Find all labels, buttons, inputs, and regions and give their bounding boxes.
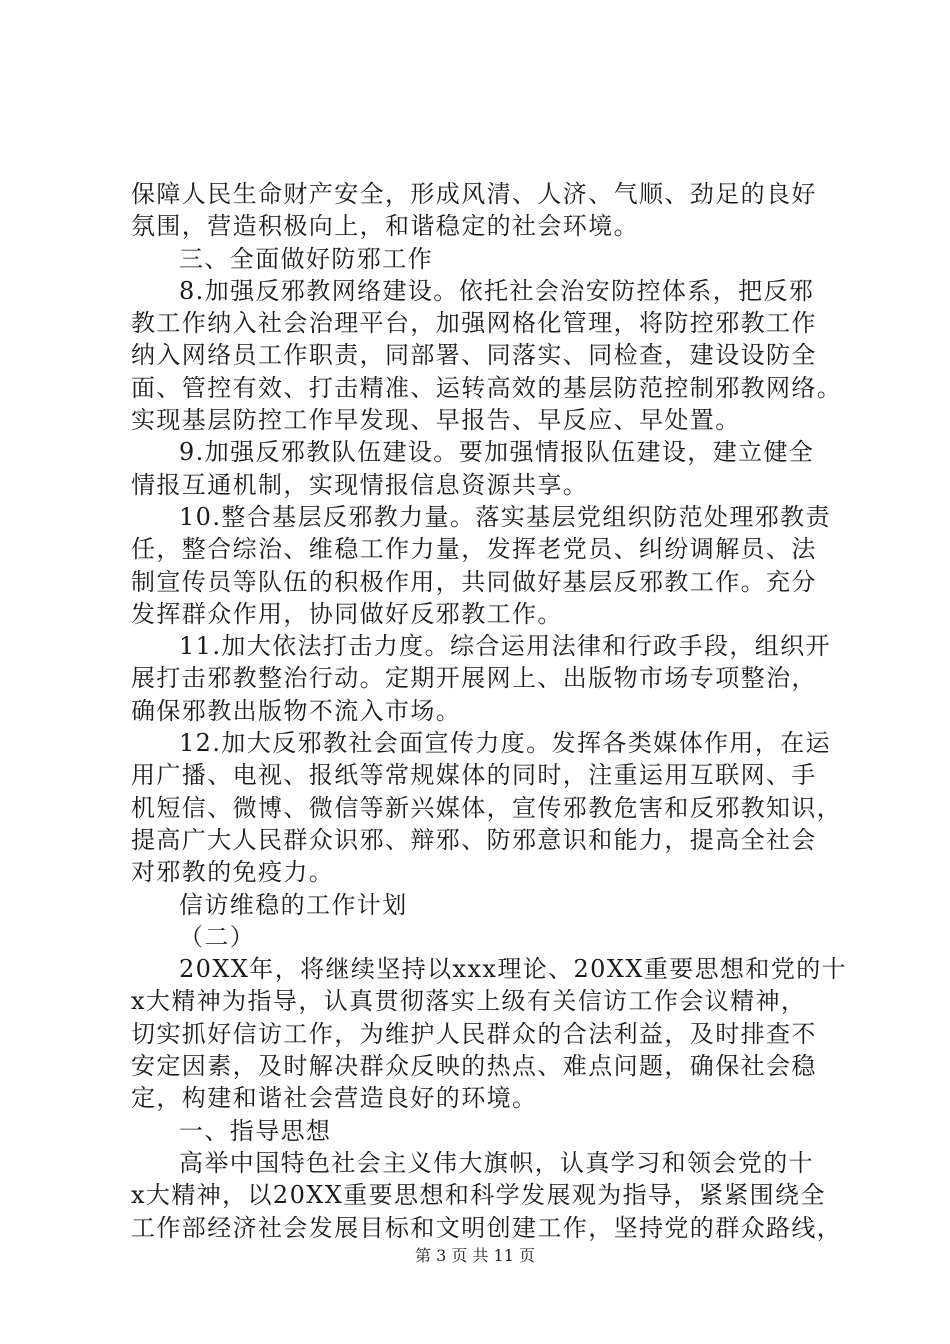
- text-line: 任，整合综治、维稳工作力量，发挥老党员、纠纷调解员、法: [131, 535, 817, 564]
- text-line: 教工作纳入社会治理平台，加强网格化管理，将防控邪教工作: [131, 309, 817, 338]
- text-line: （二）: [179, 922, 256, 951]
- text-line: 对邪教的免疫力。: [131, 858, 335, 887]
- text-line: 11.加大依法打击力度。综合运用法律和行政手段，组织开: [179, 632, 831, 661]
- text-line: 20XX年，将继续坚持以xxx理论、20XX重要思想和党的十: [179, 955, 848, 984]
- text-line: 三、全面做好防邪工作: [179, 244, 433, 273]
- text-line: 8.加强反邪教网络建设。依托社会治安防控体系，把反邪: [179, 276, 815, 305]
- text-line: 一、指导思想: [179, 1116, 332, 1145]
- text-line: 实现基层防控工作早发现、早报告、早反应、早处置。: [131, 406, 741, 435]
- text-line: 用广播、电视、报纸等常规媒体的同时，注重运用互联网、手: [131, 761, 817, 790]
- text-line: 发挥群众作用，协同做好反邪教工作。: [131, 599, 563, 628]
- text-line: 高举中国特色社会主义伟大旗帜，认真学习和领会党的十: [179, 1148, 814, 1177]
- text-line: 安定因素，及时解决群众反映的热点、难点问题，确保社会稳: [131, 1052, 817, 1081]
- text-line: 工作部经济社会发展目标和文明创建工作，坚持党的群众路线，: [131, 1213, 843, 1242]
- text-line: 定，构建和谐社会营造良好的环境。: [131, 1084, 538, 1113]
- document-body: [131, 178, 848, 1244]
- text-line: 机短信、微博、微信等新兴媒体，宣传邪教危害和反邪教知识，: [131, 793, 843, 822]
- text-line: 面、管控有效、打击精准、运转高效的基层防范控制邪教网络。: [131, 373, 843, 402]
- text-line: 情报互通机制，实现情报信息资源共享。: [131, 470, 589, 499]
- text-line: 10.整合基层反邪教力量。落实基层党组织防范处理邪教责: [179, 502, 831, 531]
- text-line: 氛围，营造积极向上，和谐稳定的社会环境。: [131, 212, 639, 241]
- text-line: 切实抓好信访工作，为维护人民群众的合法利益，及时排查不: [131, 1019, 817, 1048]
- text-line: 展打击邪教整治行动。定期开展网上、出版物市场专项整治，: [131, 664, 817, 693]
- text-line: x大精神为指导，认真贯彻落实上级有关信访工作会议精神，: [131, 987, 807, 1016]
- text-line: x大精神，以20XX重要思想和科学发展观为指导，紧紧围绕全: [131, 1181, 826, 1210]
- text-line: 提高广大人民群众识邪、辩邪、防邪意识和能力，提高全社会: [131, 825, 817, 854]
- text-line: 制宣传员等队伍的积极作用，共同做好基层反邪教工作。充分: [131, 567, 817, 596]
- text-line: 信访维稳的工作计划: [179, 890, 408, 919]
- text-line: 12.加大反邪教社会面宣传力度。发挥各类媒体作用，在运: [179, 729, 831, 758]
- text-line: 纳入网络员工作职责，同部署、同落实、同检查，建设设防全: [131, 341, 817, 370]
- text-line: 保障人民生命财产安全，形成风清、人济、气顺、劲足的良好: [131, 180, 817, 208]
- text-line: 9.加强反邪教队伍建设。要加强情报队伍建设，建立健全: [179, 438, 815, 467]
- page-footer: 第 3 页 共 11 页: [415, 1246, 535, 1265]
- text-line: 确保邪教出版物不流入市场。: [131, 696, 462, 725]
